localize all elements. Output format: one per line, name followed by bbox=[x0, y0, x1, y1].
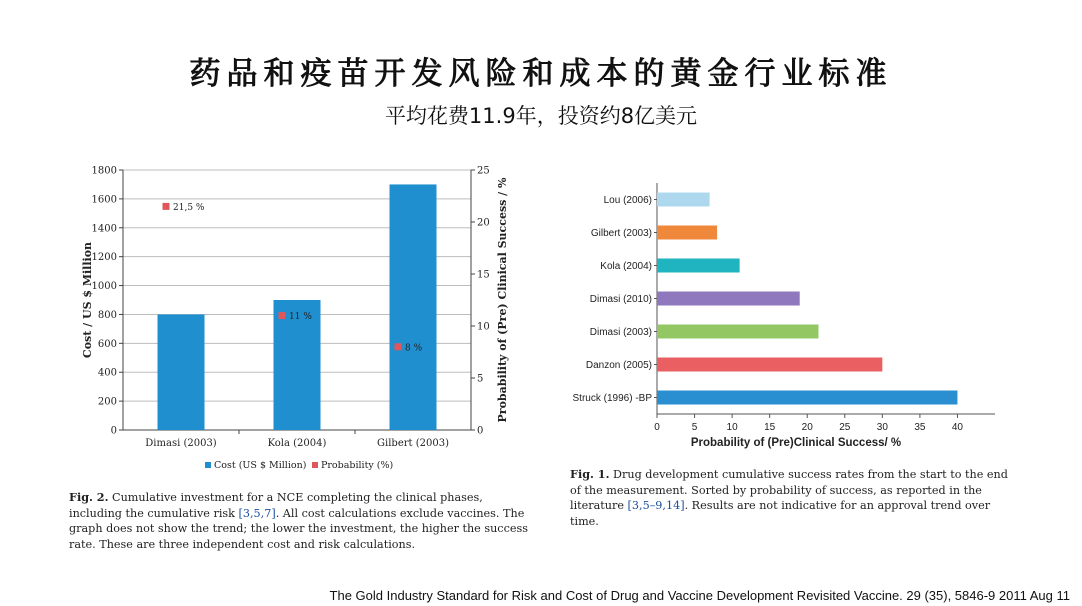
success-bar bbox=[657, 391, 957, 405]
y2-axis-title: Probability of (Pre) Clinical Success / % bbox=[496, 177, 509, 423]
y-tick-label: 1600 bbox=[91, 194, 117, 206]
success-bar bbox=[657, 358, 882, 372]
success-bar bbox=[657, 226, 717, 240]
citation-footer: The Gold Industry Standard for Risk and Cost of Drug and Vaccine Development Revisited Vaccine. 29 (35), 5846-9 2011 Aug 11 bbox=[329, 588, 1070, 603]
cost-bar bbox=[158, 314, 205, 430]
y2-tick-label: 25 bbox=[477, 165, 490, 177]
slide-title: 药品和疫苗开发风险和成本的黄金行业标准 bbox=[189, 56, 893, 92]
x-tick-label: 5 bbox=[691, 422, 698, 433]
figure-1-text-2: . Results are not indicative for an approval trend over time. bbox=[570, 499, 991, 528]
probability-marker bbox=[163, 203, 170, 210]
figure-1-caption bbox=[570, 467, 1010, 529]
x-axis-title: Probability of (Pre)Clinical Success/ % bbox=[690, 437, 902, 449]
y-tick-label: 600 bbox=[97, 338, 117, 350]
x-tick-label: 35 bbox=[914, 422, 926, 433]
probability-marker bbox=[395, 343, 402, 350]
cost-bar bbox=[390, 184, 437, 430]
x-tick-label: 15 bbox=[764, 422, 776, 433]
x-tick-label: 0 bbox=[654, 422, 660, 433]
success-bar bbox=[657, 259, 740, 273]
probability-label: 11 % bbox=[289, 312, 312, 323]
legend-swatch-probability bbox=[312, 462, 318, 468]
y-tick-label: Dimasi (2010) bbox=[589, 294, 652, 305]
y2-tick-label: 20 bbox=[477, 217, 490, 229]
y2-tick-label: 5 bbox=[477, 373, 484, 385]
figure-2-label: Fig. 2. bbox=[69, 490, 109, 504]
success-rate-chart bbox=[565, 183, 1010, 453]
y-tick-label: 400 bbox=[97, 367, 117, 379]
figure-2-text-2: . All cost calculations exclude vaccines. The graph does not show the trend; the lower the investment, the higher the success rate. These are three independent cost and risk calculations. bbox=[69, 506, 528, 551]
figure-2-text-1: Cumulative investment for a NCE completing the clinical phases, including the cumulative risk bbox=[69, 491, 483, 520]
y-tick-label: 1800 bbox=[91, 165, 117, 177]
x-tick-label: Gilbert (2003) bbox=[377, 438, 449, 449]
probability-marker bbox=[279, 312, 286, 319]
success-bar bbox=[657, 325, 818, 339]
x-tick-label: 20 bbox=[801, 422, 813, 433]
x-tick-label: Kola (2004) bbox=[267, 438, 327, 449]
legend-label-probability: Probability (%) bbox=[321, 460, 394, 471]
x-tick-label: 40 bbox=[951, 422, 964, 433]
legend-label-cost: Cost (US $ Million) bbox=[214, 460, 307, 471]
figure-1-reference[interactable]: [3,5–9,14] bbox=[627, 499, 685, 512]
y2-tick-label: 15 bbox=[477, 269, 490, 281]
success-bar bbox=[657, 292, 800, 306]
y-tick-label: Gilbert (2003) bbox=[590, 228, 652, 239]
cost-probability-chart bbox=[75, 160, 535, 480]
x-tick-label: 25 bbox=[839, 422, 851, 433]
y-tick-label: 1200 bbox=[91, 252, 117, 264]
y-tick-label: Danzon (2005) bbox=[585, 360, 652, 371]
x-tick-label: 10 bbox=[726, 422, 738, 433]
probability-label: 8 % bbox=[405, 343, 423, 354]
figure-1-text-1: Drug development cumulative success rates from the start to the end of the measurement. Sorted by probability of success, as reported in the literature bbox=[570, 468, 1008, 512]
x-tick-label: Dimasi (2003) bbox=[145, 438, 217, 449]
figure-2-reference[interactable]: [3,5,7] bbox=[238, 506, 276, 520]
figure-2-caption bbox=[69, 490, 529, 552]
y-tick-label: Struck (1996) -BP bbox=[572, 393, 652, 404]
figure-1-label: Fig. 1. bbox=[570, 467, 610, 481]
slide-subtitle: 平均花费11.9年，投资约8亿美元 bbox=[384, 104, 698, 128]
success-bar bbox=[657, 193, 710, 207]
legend-swatch-cost bbox=[205, 462, 211, 468]
x-tick-label: 30 bbox=[876, 422, 888, 433]
y-axis-title: Cost / US $ Million bbox=[81, 241, 94, 359]
y-tick-label: 1000 bbox=[91, 281, 117, 293]
y2-tick-label: 10 bbox=[477, 321, 490, 333]
y2-tick-label: 0 bbox=[477, 425, 484, 437]
y-tick-label: Lou (2006) bbox=[603, 195, 652, 206]
probability-label: 21,5 % bbox=[173, 202, 205, 213]
y-tick-label: 0 bbox=[110, 425, 117, 437]
y-tick-label: 1400 bbox=[91, 223, 117, 235]
y-tick-label: Kola (2004) bbox=[600, 261, 652, 272]
y-tick-label: 200 bbox=[97, 396, 117, 408]
y-tick-label: 800 bbox=[97, 309, 117, 321]
y-tick-label: Dimasi (2003) bbox=[589, 327, 652, 338]
